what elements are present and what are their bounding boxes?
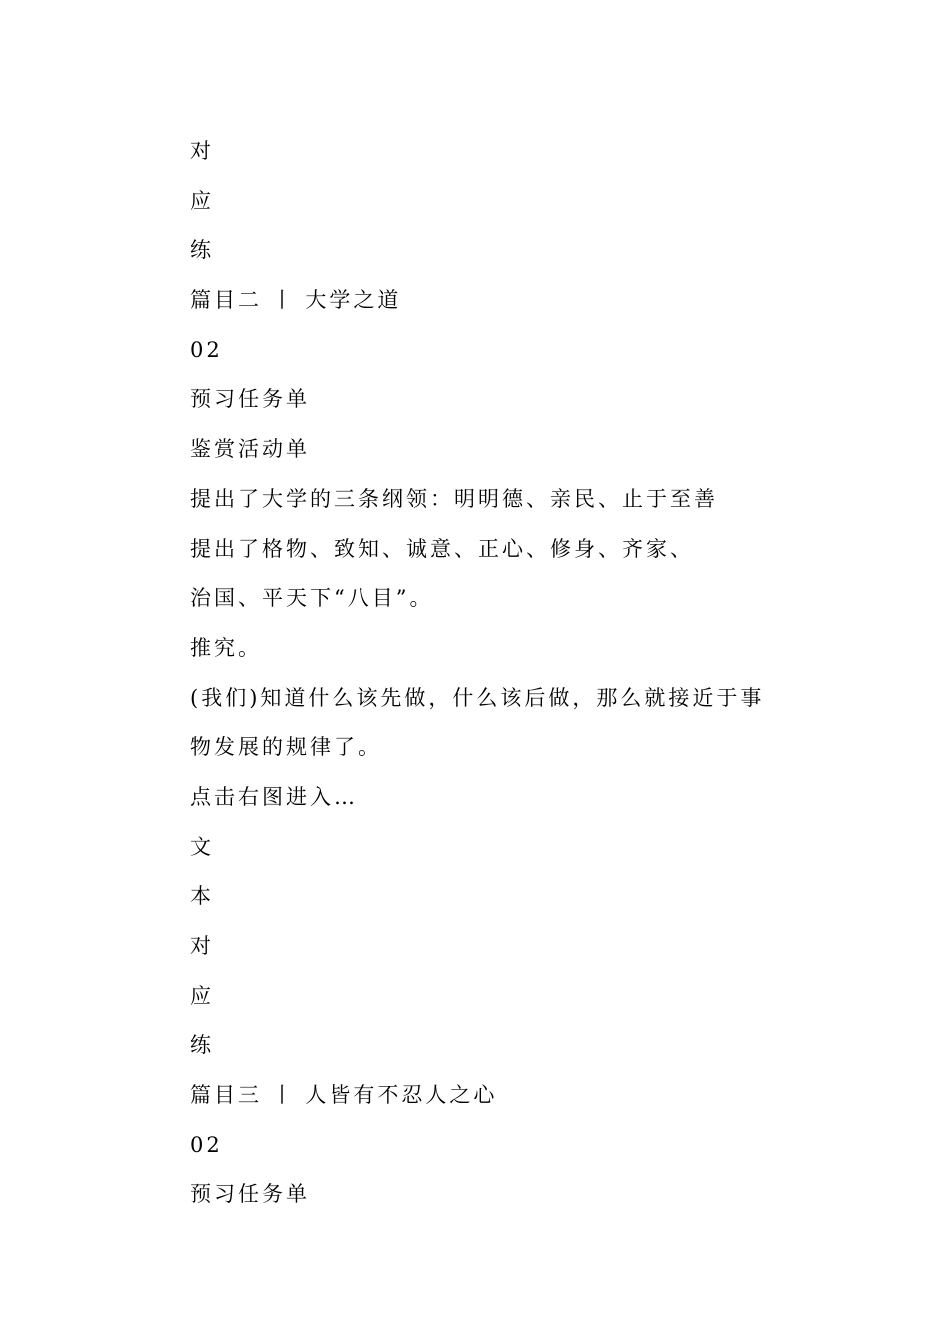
text-line: 治国、平天下“八目”。 xyxy=(190,586,434,611)
document-body xyxy=(190,127,810,1220)
text-line: 预习任务单 xyxy=(190,1182,310,1207)
text-line: 文 xyxy=(190,834,214,859)
text-line: (我们)知道什么该先做，什么该后做，那么就接近于事 xyxy=(190,685,765,710)
text-line: 练 xyxy=(190,1033,214,1058)
section-heading: 篇目二 丨 大学之道 xyxy=(190,288,402,313)
text-line: 本 xyxy=(190,884,214,909)
text-line: 预习任务单 xyxy=(190,387,310,412)
text-line: 应 xyxy=(190,188,214,213)
text-line: 练 xyxy=(190,238,214,263)
text-line: 点击右图进入… xyxy=(190,784,358,809)
text-line: 对 xyxy=(190,934,214,958)
section-number: 02 xyxy=(190,337,223,362)
section-number: 02 xyxy=(190,1132,223,1157)
text-line: 对 xyxy=(190,139,214,163)
text-line: 提出了大学的三条纲领：明明德、亲民、止于至善 xyxy=(190,486,718,511)
text-line: 提出了格物、致知、诚意、正心、修身、齐家、 xyxy=(190,536,694,561)
text-line: 鉴赏活动单 xyxy=(190,437,310,462)
text-line: 应 xyxy=(190,983,214,1008)
section-heading: 篇目三 丨 人皆有不忍人之心 xyxy=(190,1083,498,1108)
text-line: 推究。 xyxy=(190,635,262,660)
text-line: 物发展的规律了。 xyxy=(190,735,382,760)
